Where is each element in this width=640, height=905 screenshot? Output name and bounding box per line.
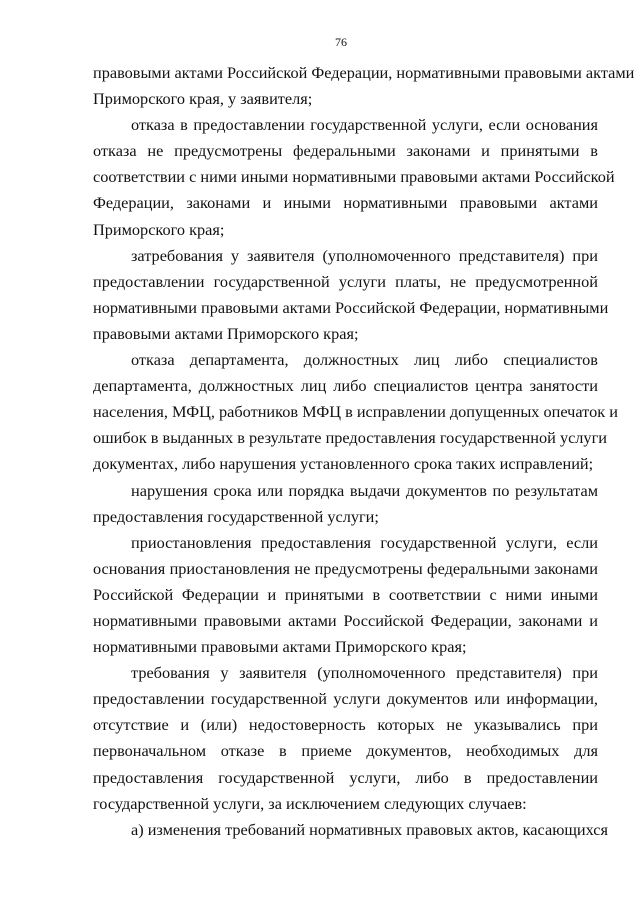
document-body bbox=[93, 60, 635, 843]
text-line: отсутствие и (или) недостоверность которых не указывались при bbox=[93, 715, 598, 735]
text-line: предоставления государственной услуги; bbox=[93, 506, 379, 526]
text-line: требования у заявителя (уполномоченного представителя) при bbox=[131, 663, 598, 683]
text-line: государственной услуги, за исключением следующих случаев: bbox=[93, 793, 527, 813]
text-line: первоначальном отказе в приеме документов, необходимых для bbox=[93, 741, 598, 761]
text-line: нормативными правовыми актами Российской Федерации, нормативными bbox=[93, 297, 609, 317]
text-line: документах, либо нарушения установленного срока таких исправлений; bbox=[93, 454, 594, 474]
text-line: нормативными правовыми актами Российской Федерации, законами и bbox=[93, 610, 598, 630]
paragraph bbox=[93, 347, 618, 477]
paragraph bbox=[93, 243, 609, 347]
text-line: Приморского края; bbox=[93, 219, 225, 239]
text-line: отказа департамента, должностных лиц либо специалистов bbox=[131, 350, 598, 370]
text-line: затребования у заявителя (уполномоченного представителя) при bbox=[131, 245, 598, 265]
text-line: нормативными правовыми актами Приморского края; bbox=[93, 637, 467, 657]
page-number: 76 bbox=[335, 35, 347, 49]
text-line: предоставления государственной услуги, либо в предоставлении bbox=[93, 767, 598, 787]
text-line: предоставлении государственной услуги платы, не предусмотренной bbox=[93, 271, 598, 291]
paragraph bbox=[93, 530, 598, 660]
paragraph bbox=[93, 60, 635, 112]
text-line: приостановления предоставления государственной услуги, если bbox=[131, 532, 598, 552]
text-line: отказа в предоставлении государственной услуги, если основания bbox=[131, 115, 598, 135]
text-line: соответствии с ними иными нормативными правовыми актами Российской bbox=[93, 167, 615, 187]
paragraph bbox=[93, 817, 608, 843]
text-line: а) изменения требований нормативных правовых актов, касающихся bbox=[131, 819, 608, 839]
paragraph bbox=[93, 660, 598, 817]
text-line: отказа не предусмотрены федеральными законами и принятыми в bbox=[93, 141, 598, 161]
text-line: предоставлении государственной услуги документов или информации, bbox=[93, 689, 598, 709]
text-line: правовыми актами Российской Федерации, нормативными правовыми актами bbox=[93, 63, 635, 82]
text-line: ошибок в выданных в результате предоставления государственной услуги bbox=[93, 428, 607, 448]
text-line: правовыми актами Приморского края; bbox=[93, 323, 359, 343]
paragraph bbox=[93, 112, 615, 242]
text-line: населения, МФЦ, работников МФЦ в исправлении допущенных опечаток и bbox=[93, 402, 618, 422]
text-line: Федерации, законами и иными нормативными правовыми актами bbox=[93, 193, 598, 213]
text-line: нарушения срока или порядка выдачи документов по результатам bbox=[131, 480, 598, 500]
text-line: Российской Федерации и принятыми в соответствии с ними иными bbox=[93, 584, 598, 604]
text-line: основания приостановления не предусмотрены федеральными законами bbox=[93, 558, 598, 578]
paragraph bbox=[93, 478, 598, 530]
text-line: Приморского края, у заявителя; bbox=[93, 89, 313, 109]
text-line: департамента, должностных лиц либо специалистов центра занятости bbox=[93, 376, 598, 396]
